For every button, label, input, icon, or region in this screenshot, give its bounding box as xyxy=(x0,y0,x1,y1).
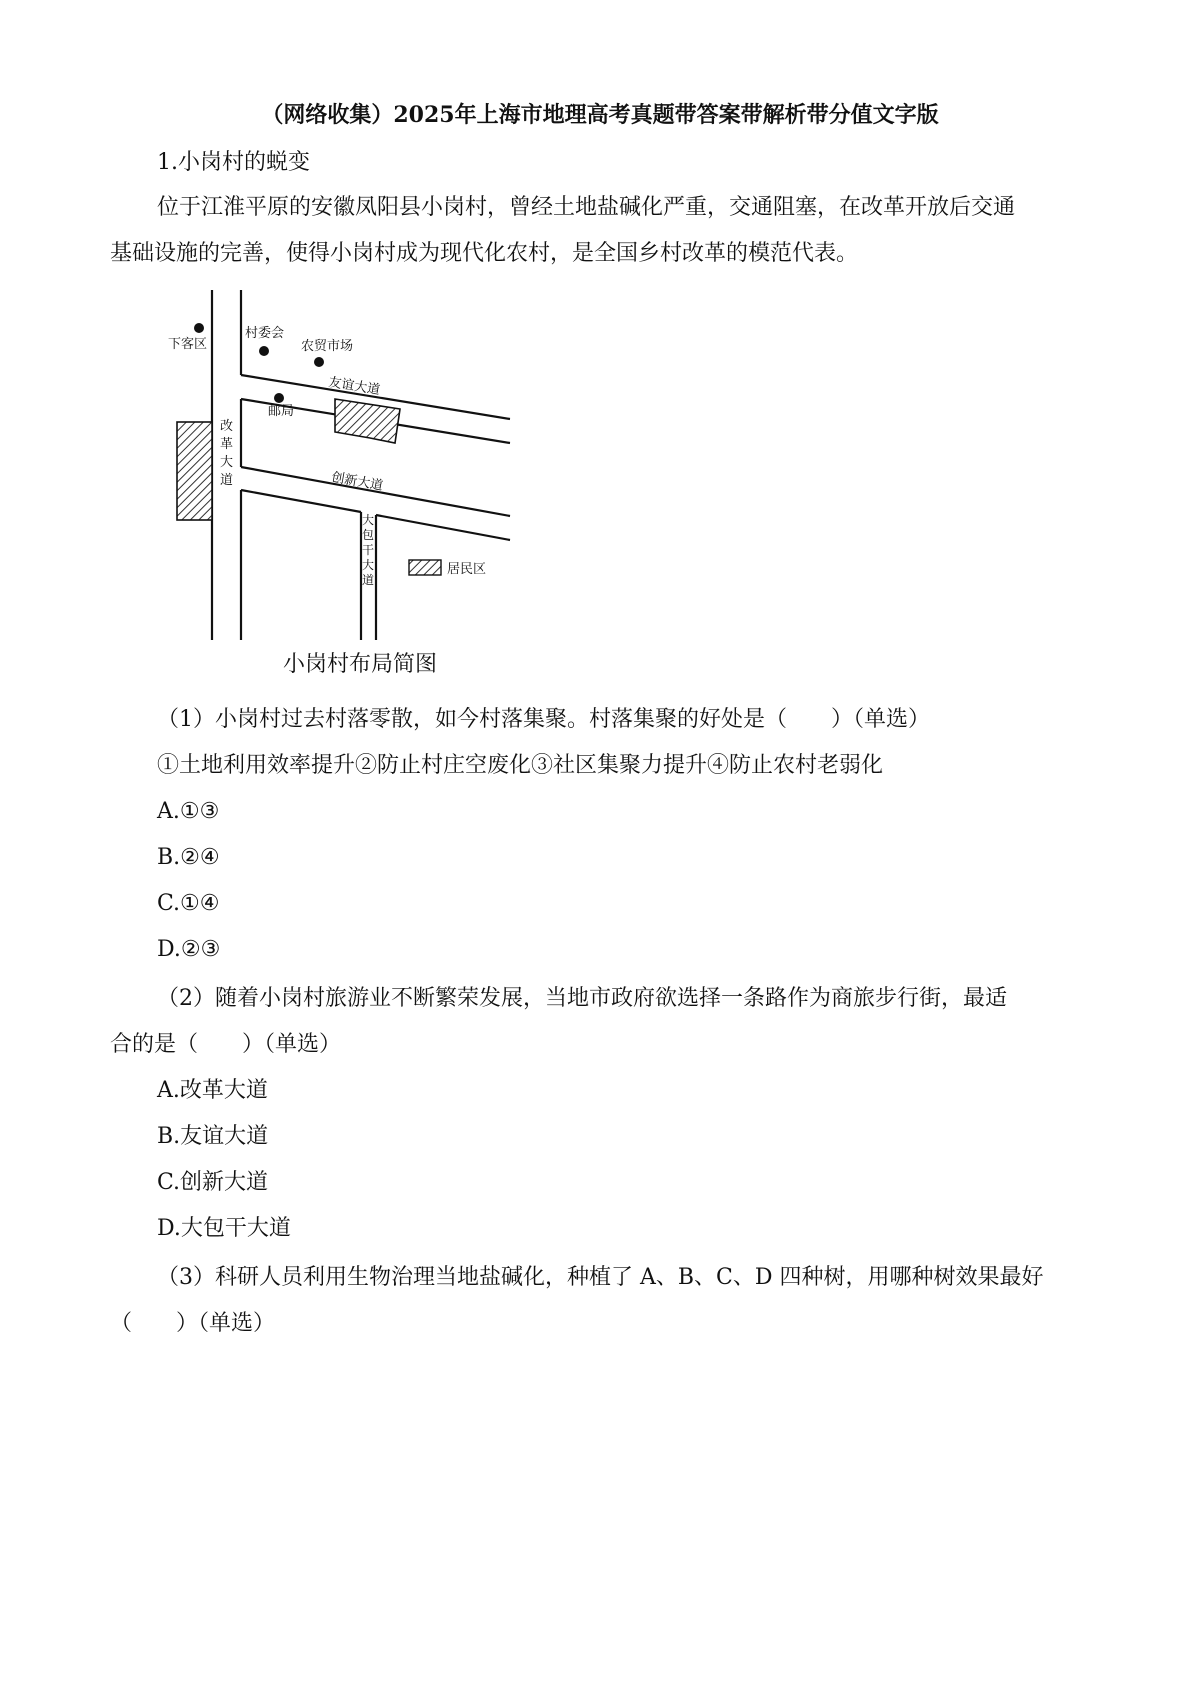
q3-stem-line-1: （3）科研人员利用生物治理当地盐碱化，种植了 A、B、C、D 四种树，用哪种树效果最好 xyxy=(157,1265,1044,1290)
q2-option-c: C.创新大道 xyxy=(157,1170,269,1195)
youyi-road-label: 友谊大道 xyxy=(327,375,382,399)
legend-label: 居民区 xyxy=(447,562,487,577)
xiakequ-point xyxy=(194,323,204,333)
xiakequ-label: 下客区 xyxy=(168,337,208,352)
dabaogan-road-label-1: 大 xyxy=(362,513,375,527)
nongmao-point xyxy=(314,357,324,367)
residential-area-center xyxy=(335,399,400,443)
residential-area-west xyxy=(177,422,212,520)
q1-option-c: C.①④ xyxy=(157,891,220,916)
q1-option-b: B.②④ xyxy=(157,845,220,870)
dabaogan-road-label-4: 大 xyxy=(362,558,375,572)
dabaogan-road-label-5: 道 xyxy=(362,573,375,587)
cunweihui-label: 村委会 xyxy=(245,326,285,341)
map-caption: 小岗村布局简图 xyxy=(283,652,438,677)
q2-option-d: D.大包干大道 xyxy=(157,1216,291,1241)
q1-stem: （1）小岗村过去村落零散，如今村落集聚。村落集聚的好处是（ ）（单选） xyxy=(157,707,930,732)
nongmao-label: 农贸市场 xyxy=(301,339,354,354)
q2-option-a: A.改革大道 xyxy=(157,1078,268,1103)
youju-point xyxy=(274,393,284,403)
dabaogan-road-label-3: 干 xyxy=(362,543,375,557)
chuangxin-road-bottom-edge xyxy=(241,490,361,512)
q1-option-d: D.②③ xyxy=(157,937,221,962)
q1-option-a: A.①③ xyxy=(157,799,220,824)
document-title: （网络收集）2025年上海市地理高考真题带答案带解析带分值文字版 xyxy=(261,102,939,128)
intro-text-line-1: 位于江淮平原的安徽凤阳县小岗村，曾经土地盐碱化严重，交通阻塞，在改革开放后交通 xyxy=(157,195,1016,220)
q3-stem-line-2: （ ）（单选） xyxy=(110,1311,276,1336)
cunweihui-point xyxy=(259,346,269,356)
dabaogan-road-label-2: 包 xyxy=(362,528,375,542)
gaige-road-label-1: 改 xyxy=(220,419,234,434)
q2-stem-line-2: 合的是（ ）（单选） xyxy=(110,1032,342,1057)
intro-text-line-2: 基础设施的完善，使得小岗村成为现代化农村，是全国乡村改革的模范代表。 xyxy=(110,241,859,266)
gaige-road-label-4: 道 xyxy=(220,473,234,488)
q2-stem-line-1: （2）随着小岗村旅游业不断繁荣发展，当地市政府欲选择一条路作为商旅步行街，最适 xyxy=(157,986,1007,1011)
q1-statements: ①土地利用效率提升②防止村庄空废化③社区集聚力提升④防止农村老弱化 xyxy=(157,753,884,778)
chuangxin-road-label: 创新大道 xyxy=(330,470,385,494)
legend-swatch xyxy=(409,560,441,575)
gaige-road-label-2: 革 xyxy=(220,437,234,452)
village-layout-map xyxy=(165,290,565,650)
gaige-road-label-3: 大 xyxy=(220,455,234,470)
q2-option-b: B.友谊大道 xyxy=(157,1124,269,1149)
question-heading: 1.小岗村的蜕变 xyxy=(157,150,310,175)
youju-label: 邮局 xyxy=(268,404,295,419)
